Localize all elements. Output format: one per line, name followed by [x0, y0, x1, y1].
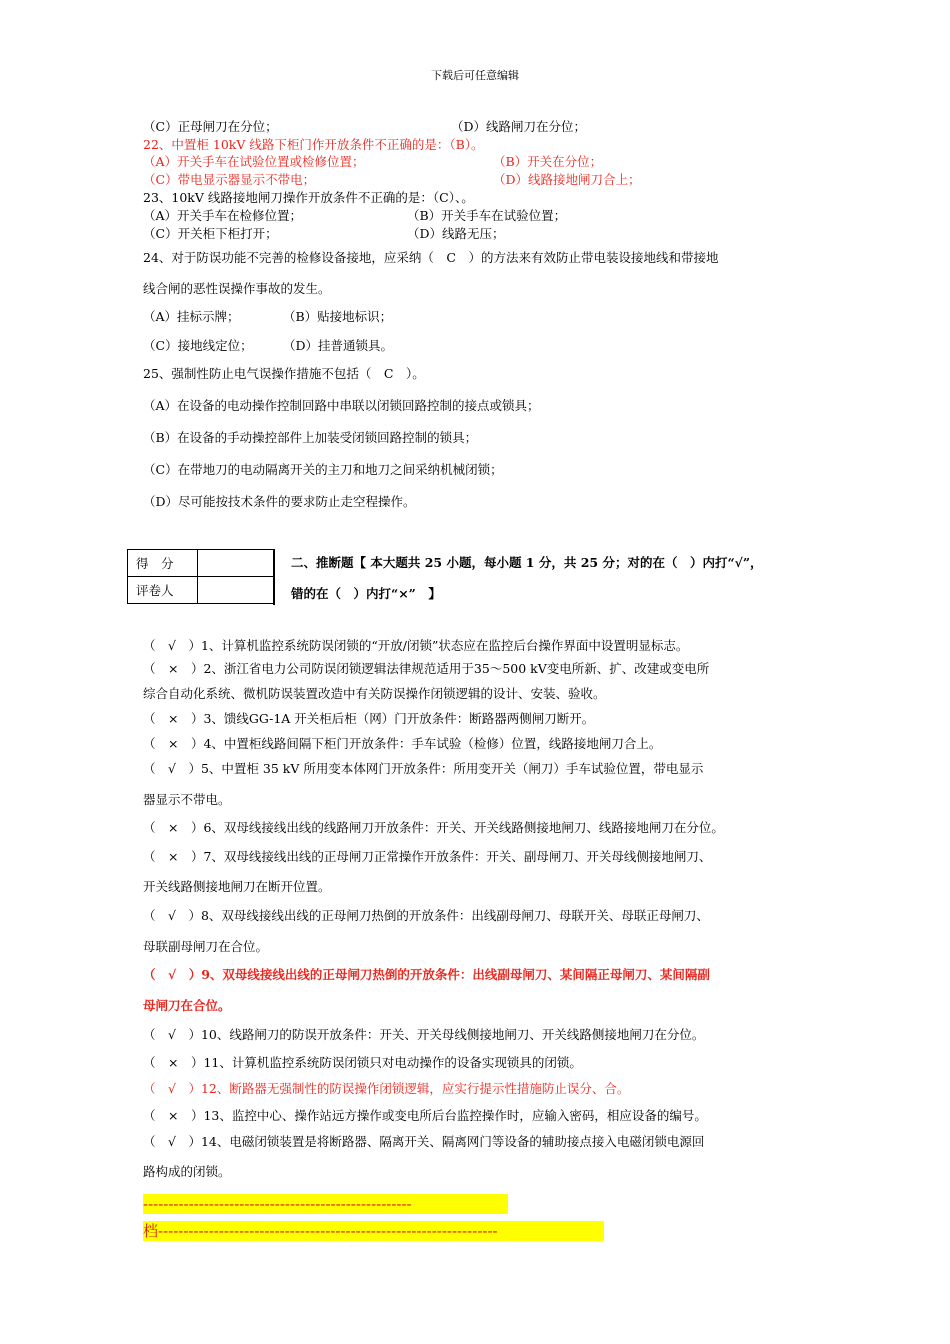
judge-1: （ √ ）1、计算机监控系统防误闭锁的“开放/闭锁”状态应在监控后台操作界面中设置明显标志。 — [143, 638, 689, 653]
q21-option-d: （D）线路闸刀在分位； — [451, 119, 587, 134]
q25-option-a: （A）在设备的电动操作控制回路中串联以闭锁回路控制的接点或锁具； — [143, 398, 540, 413]
section-divider — [273, 549, 275, 605]
score-cell — [198, 550, 275, 577]
judge-3: （ × ）3、馈线GG-1A 开关柜后柜（网）门开放条件：断路器两侧闸刀断开。 — [143, 711, 595, 726]
score-label: 得 分 — [128, 550, 198, 577]
judge-9-line1: （ √ ）9、双母线接线出线的正母闸刀热倒的开放条件：出线副母闸刀、某间隔正母闸刀、某间隔副 — [143, 967, 710, 982]
judge-8-line1: （ √ ）8、双母线接线出线的正母闸刀热倒的开放条件：出线副母闸刀、母联开关、母联正母闸刀、 — [143, 908, 709, 923]
judge-9-line2: 母闸刀在合位。 — [143, 998, 231, 1013]
q25-option-b: （B）在设备的手动操控部件上加装受闭锁回路控制的锁具； — [143, 430, 478, 445]
q24-option-a: （A）挂标示牌； — [143, 309, 240, 324]
section2-heading-line2: 错的在（ ）内打“×” 】 — [291, 586, 441, 601]
q24-option-b: （B）贴接地标识； — [283, 309, 393, 324]
q24-stem-line2: 线合闸的恶性误操作事故的发生。 — [143, 281, 331, 296]
q25-stem: 25、强制性防止电气误操作措施不包括（ C ）。 — [143, 366, 425, 381]
banner-char-4: 档 — [143, 1222, 159, 1240]
q23-stem: 23、10kV 线路接地闸刀操作开放条件不正确的是：（C）、。 — [143, 190, 474, 205]
q23-option-b: （B）开关手车在试验位置； — [407, 208, 567, 223]
judge-5-line1: （ √ ）5、中置柜 35 kV 所用变本体网门开放条件：所用变开关（闸刀）手车试验位置，带电显示 — [143, 761, 704, 776]
judge-11: （ × ）11、计算机监控系统防误闭锁只对电动操作的设备实现锁具的闭锁。 — [143, 1055, 582, 1070]
page-header: 下载后可任意编辑 — [431, 69, 519, 82]
section2-heading-line1: 二、推断题【 本大题共 25 小题，每小题 1 分，共 25 分；对的在（ ）内打“√”， — [291, 555, 763, 570]
q22-option-a: （A）开关手车在试验位置或检修位置； — [143, 154, 365, 169]
q22-option-b: （B）开关在分位； — [493, 154, 603, 169]
judge-13: （ × ）13、监控中心、操作站远方操作或变电所后台监控操作时，应输入密码，相应设备的编号。 — [143, 1108, 707, 1123]
grader-cell — [198, 577, 275, 604]
q23-option-d: （D）线路无压； — [407, 226, 505, 241]
banner-line2 — [143, 1221, 604, 1241]
judge-4: （ × ）4、中置柜线路间隔下柜门开放条件：手车试验（检修）位置，线路接地闸刀合上。 — [143, 736, 662, 751]
q24-option-c: （C）接地线定位； — [143, 338, 253, 353]
banner-dashes-top: ----------------------------------------------------- — [143, 1194, 508, 1214]
q23-option-c: （C）开关柜下柜打开； — [143, 226, 278, 241]
q25-option-d: （D）尽可能按技术条件的要求防止走空程操作。 — [143, 494, 416, 509]
grader-label: 评卷人 — [128, 577, 198, 604]
q22-option-c: （C）带电显示器显示不带电； — [143, 172, 316, 187]
judge-14-line1: （ √ ）14、电磁闭锁装置是将断路器、隔离开关、隔离网门等设备的辅助接点接入电磁闭锁电源回 — [143, 1134, 705, 1149]
judge-14-line2: 路构成的闭锁。 — [143, 1164, 231, 1179]
banner-dashes-bottom: ------------------------------------------------------------------- — [158, 1222, 498, 1240]
judge-6: （ × ）6、双母线接线出线的线路闸刀开放条件：开关、开关线路侧接地闸刀、线路接地闸刀在分位。 — [143, 820, 724, 835]
judge-2-line1: （ × ）2、浙江省电力公司防误闭锁逻辑法律规范适用于35～500 kV变电所新、扩、改建或变电所 — [143, 661, 710, 676]
q23-option-a: （A）开关手车在检修位置； — [143, 208, 303, 223]
judge-5-line2: 器显示不带电。 — [143, 792, 231, 807]
q21-option-c: （C）正母闸刀在分位； — [143, 119, 278, 134]
judge-8-line2: 母联副母闸刀在合位。 — [143, 939, 269, 954]
q25-option-c: （C）在带地刀的电动隔离开关的主刀和地刀之间采纳机械闭锁； — [143, 462, 503, 477]
judge-7-line2: 开关线路侧接地闸刀在断开位置。 — [143, 879, 331, 894]
judge-2-line2: 综合自动化系统、微机防误装置改造中有关防误操作闭锁逻辑的设计、安装、验收。 — [143, 686, 606, 701]
q24-option-d: （D）挂普通锁具。 — [283, 338, 394, 353]
judge-12: （ √ ）12、断路器无强制性的防误操作闭锁逻辑，应实行提示性措施防止误分、合。 — [143, 1081, 630, 1096]
q22-option-d: （D）线路接地闸刀合上； — [493, 172, 641, 187]
score-table — [127, 549, 275, 604]
judge-7-line1: （ × ）7、双母线接线出线的正母闸刀正常操作开放条件：开关、副母闸刀、开关母线侧接地闸刀、 — [143, 849, 712, 864]
judge-10: （ √ ）10、线路闸刀的防误开放条件：开关、开关母线侧接地闸刀、开关线路侧接地闸刀在分位。 — [143, 1027, 705, 1042]
q24-stem-line1: 24、对于防误功能不完善的检修设备接地，应采纳（ C ）的方法来有效防止带电装设接地线和带接地 — [143, 250, 719, 265]
q22-stem: 22、中置柜 10kV 线路下柜门作开放条件不正确的是：（B）。 — [143, 137, 484, 152]
